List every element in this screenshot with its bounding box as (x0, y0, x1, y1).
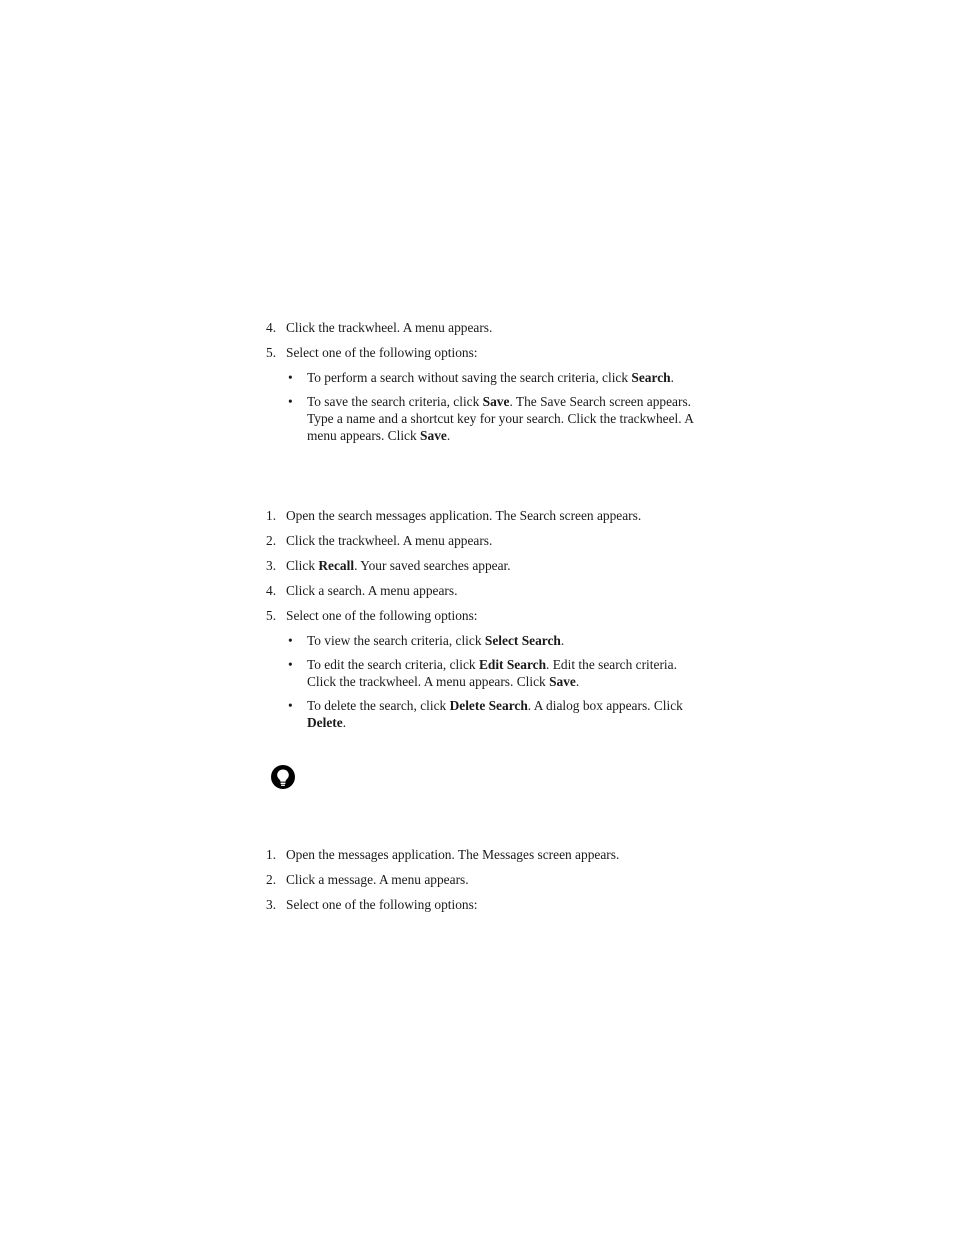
bullet-marker: • (288, 657, 293, 672)
bullet-marker: • (288, 633, 293, 648)
option-list (266, 632, 696, 731)
option-text: To perform a search without saving the search criteria, click (307, 370, 632, 385)
option-text: . (560, 633, 565, 648)
option-text: . The Save Search screen appears. Type a name and a shortcut key for your search. Click the trackwheel. A menu appears. Click (307, 394, 694, 443)
step-item (266, 871, 696, 888)
option-text: . (446, 428, 451, 443)
step-item (266, 607, 696, 624)
option-item (266, 697, 696, 731)
option-bold-term: Select Search (484, 633, 561, 648)
option-bold-term: Save (420, 428, 447, 443)
step-item (266, 582, 696, 599)
step-text: Select one of the following options: (286, 608, 478, 623)
option-text: . (670, 370, 674, 385)
option-text: To edit the search criteria, click (307, 657, 479, 672)
option-bold-term: Delete (307, 715, 343, 730)
option-text: To save the search criteria, click (307, 394, 483, 409)
lightbulb-icon (270, 764, 296, 790)
step-text: Select one of the following options: (286, 897, 478, 912)
option-bold-term: Search (631, 370, 671, 385)
section-steps-3 (266, 846, 696, 921)
option-item (266, 632, 696, 649)
step-text: Open the messages application. The Messages screen appears. (286, 847, 620, 862)
option-bold-term: Delete Search (449, 698, 528, 713)
step-number: 2. (266, 872, 277, 887)
step-number: 4. (266, 583, 277, 598)
bullet-marker: • (288, 394, 293, 409)
option-text: . Edit the search criteria. Click the trackwheel. A menu appears. Click (307, 657, 677, 689)
step-text: Click a message. A menu appears. (286, 872, 469, 887)
section-steps-1 (266, 319, 696, 451)
step-item (266, 507, 696, 524)
option-bold-term: Save (549, 674, 576, 689)
step-text: Click the trackwheel. A menu appears. (286, 320, 493, 335)
step-item (266, 896, 696, 913)
step-item (266, 344, 696, 361)
bullet-marker: • (288, 370, 293, 385)
step-text: Open the search messages application. The Search screen appears. (286, 508, 642, 523)
step-number: 4. (266, 320, 277, 335)
step-number: 1. (266, 847, 277, 862)
option-text: . A dialog box appears. Click (527, 698, 683, 713)
step-number: 5. (266, 345, 277, 360)
step-text: Click (286, 558, 319, 573)
bullet-marker: • (288, 698, 293, 713)
step-number: 3. (266, 558, 277, 573)
step-text: Click a search. A menu appears. (286, 583, 458, 598)
option-bold-term: Edit Search (478, 657, 547, 672)
option-list (266, 369, 696, 444)
step-number: 2. (266, 533, 277, 548)
step-text: Click the trackwheel. A menu appears. (286, 533, 493, 548)
option-text: . (342, 715, 347, 730)
step-bold-term: Recall (318, 558, 355, 573)
step-item (266, 846, 696, 863)
section-steps-2 (266, 507, 696, 738)
option-text: . (575, 674, 580, 689)
step-number: 1. (266, 508, 277, 523)
step-text: . Your saved searches appear. (354, 558, 511, 573)
option-item (266, 369, 696, 386)
option-text: To delete the search, click (307, 698, 450, 713)
option-item (266, 393, 696, 444)
step-item (266, 319, 696, 336)
step-number: 3. (266, 897, 277, 912)
step-number: 5. (266, 608, 277, 623)
step-text: Select one of the following options: (286, 345, 478, 360)
step-item (266, 557, 696, 574)
step-item (266, 532, 696, 549)
option-item (266, 656, 696, 690)
option-bold-term: Save (482, 394, 510, 409)
option-text: To view the search criteria, click (307, 633, 485, 648)
